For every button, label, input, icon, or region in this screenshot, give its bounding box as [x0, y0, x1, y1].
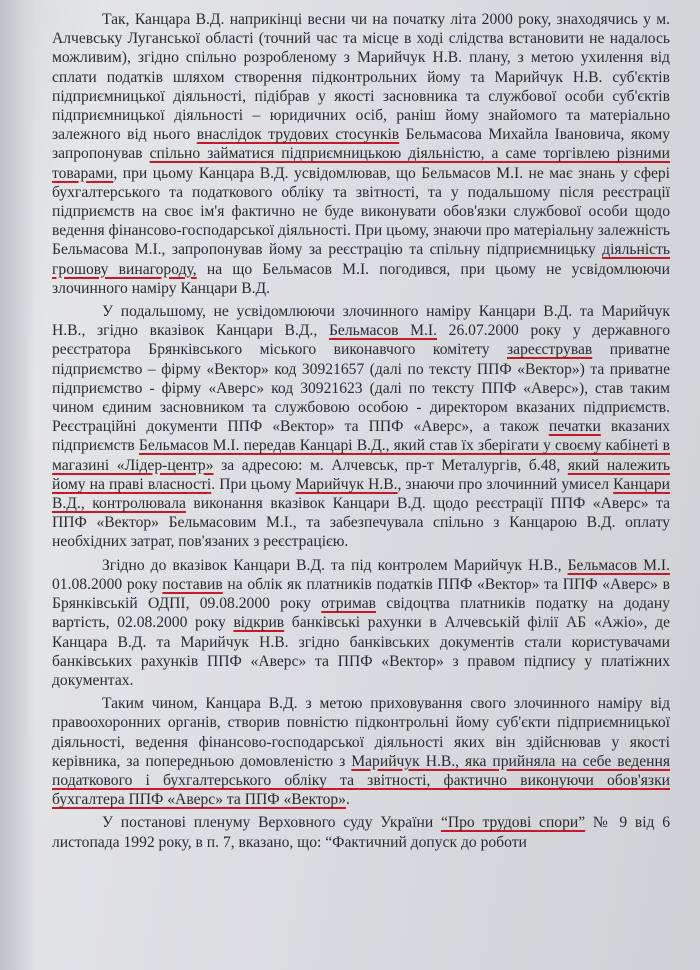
underlined-text: отримав	[321, 595, 376, 613]
paragraph	[52, 10, 670, 298]
text-segment: 26.07.2000 року у державного реєстратора Брянківського міського виконавчого комітету	[52, 322, 670, 359]
text-segment: Так, Канцара В.Д. наприкінці весни чи на початку літа 2000 року, знаходячись у м. Алчевську Луганської області (точний час та місце в ході слідства встановити не надалось можливим), згідно спільно розробленому з Марийчук Н.В. плану, з метою ухилення від сплати податків шляхом створення підконтрольних йому та Марийчук Н.В. суб'єктів підприємницької діяльності, підібрав у якості засновника та службової особи суб'єктів підприємницької діяльності – юридичних осіб, раніш йому знайомого та матеріально залежного від нього	[52, 11, 670, 144]
text-segment: банківські рахунки в Алчевській філії АБ «Ажіо», де Канцара В.Д. та Марийчук Н.В. згідно банківських документів стали користувачами банківських рахунків ППФ «Аверс» та ППФ «Вектор» з правом підпису у платіжних документах.	[52, 614, 670, 689]
paragraph	[52, 302, 670, 552]
text-segment: на облік як платників податків ППФ «Вектор» та ППФ «Аверс» в Брянківській ОДПІ, 09.08.2000 року	[52, 575, 671, 613]
text-segment: Бельмасова Михайла Івановича, якому запропонував	[52, 126, 670, 163]
text-segment: , при цьому Канцара В.Д. усвідомлював, що Бельмасов М.І. не має знань у сфері бухгалтерського та податкового обліку та звітності, та у подальшому після реєстрації підприємств на своє ім'я фактично не буде виконувати обов'язки службової особи щодо ведення фінансово-господарської діяльності. При цьому, знаючи про матеріальну залежність Бельмасова М.І., запропонував йому за реєстрацію та спільну підприємницьку	[52, 164, 670, 259]
text-segment: вказаних підприємств	[52, 418, 671, 455]
page-edge-shadow	[0, 0, 36, 970]
text-segment: .	[345, 791, 350, 809]
underlined-text: “Про трудові спори”	[440, 814, 586, 832]
underlined-text: Бельмасов М.І.	[567, 556, 670, 574]
underlined-text: Канцари В.Д., контролювала	[52, 475, 670, 513]
text-segment: Таким чином, Канцара В.Д. з метою приховування свого злочинного наміру від правоохоронних органів, створив повністю підконтрольні йому суб'єкти підприємницької діяльності, ведення фінансово-господарської діяльності яких він здійснював у якості керівника, за попередньою домовленістю з	[52, 695, 670, 770]
underlined-text: печатки	[548, 418, 601, 436]
underlined-text: зареєстрував	[507, 341, 593, 359]
paragraph	[52, 813, 670, 851]
underlined-text: поставив	[162, 575, 223, 593]
text-segment: на що Бельмасов М.І. погодився, при цьому не усвідомлюючи злочинного наміру Канцари В.Д.	[52, 260, 670, 297]
underlined-text: Марийчук Н.В.	[295, 475, 398, 493]
paragraph	[52, 694, 670, 809]
text-segment: за адресою: м. Алчевськ, пр-т Металургів, б.48,	[213, 456, 568, 474]
underlined-text: спільно займатися підприємницькою діяльністю, а саме торгівлею різними товарами	[52, 145, 670, 182]
underlined-text: відкрив	[233, 614, 285, 632]
text-segment: свідоцтва платників податку на додану вартість, 02.08.2000 року	[52, 595, 670, 632]
underlined-text: діяльність грошову винагороду,	[52, 241, 670, 278]
text-segment: № 9 від 6 листопада 1992 року, в п. 7, вказано, що: “Фактичний допуск до роботи	[52, 814, 670, 851]
text-segment: У подальшому, не усвідомлюючи злочинного наміру Канцари В.Д. та Марийчук Н.В., згідно вказівок Канцари В.Д.,	[52, 303, 670, 340]
text-segment: У постанові пленуму Верховного суду України	[102, 814, 441, 832]
underlined-text: Марийчук Н.В., яка прийняла на себе ведення податкового і бухгалтерського обліку та звітності, фактично виконуючи обов'язки бухгалтера ППФ «Аверс» та ППФ «Вектор»	[52, 752, 670, 809]
underlined-text: Бельмасов М.І.	[328, 322, 437, 340]
text-segment: , знаючи про злочинний умисел	[397, 475, 614, 493]
text-segment: приватне підприємство – фірму «Вектор» код 30921657 (далі по тексту ППФ «Вектор») та приватне підприємство - фірму «Аверс» код 30921623 (далі по тексту ППФ «Аверс»), став таким чином єдиним засновником та службовою особою - директором вказаних підприємств. Реєстраційні документи ППФ «Вектор» та ППФ «Аверс», а також	[52, 341, 670, 436]
paragraph	[52, 556, 670, 690]
text-segment: виконання вказівок Канцари В.Д. щодо реєстрації ППФ «Аверс» та ППФ «Вектор» Бельмасовим М.І., та забезпечувала спільно з Канцарою В.Д. оплату необхідних затрат, пов'язаних з реєстрацією.	[52, 495, 670, 551]
underlined-text: внаслідок трудових стосунків	[196, 126, 400, 144]
document-body	[52, 10, 670, 852]
underlined-text: Бельмасов М.І. передав Канцарі В.Д., який став їх зберігати у своєму кабінеті в магазині «Лідер-центр»	[52, 437, 670, 474]
underlined-text: який належить йому на праві власності	[52, 456, 670, 493]
text-segment: . При цьому	[211, 475, 296, 493]
text-segment: 01.08.2000 року	[52, 575, 163, 593]
text-segment: Згідно до вказівок Канцари В.Д. та під контролем Марийчук Н.В.,	[102, 556, 568, 574]
